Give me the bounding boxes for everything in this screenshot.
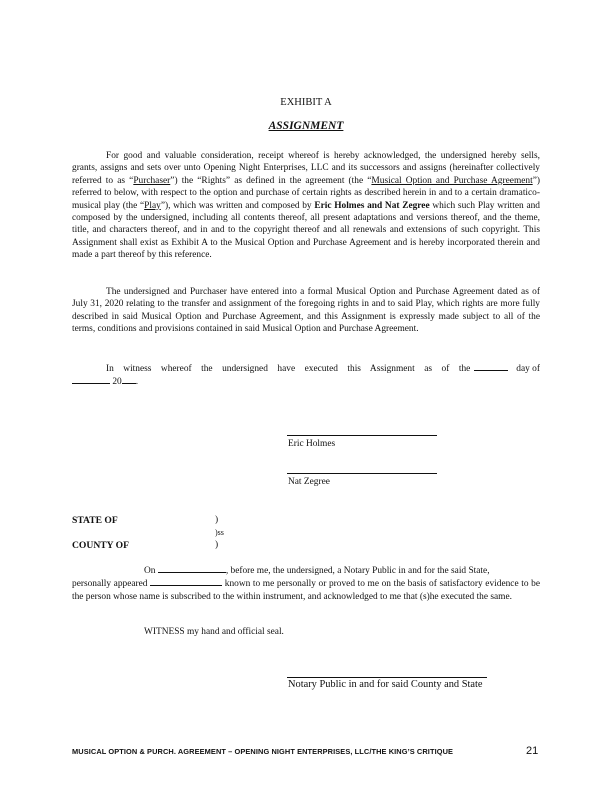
- paren-1: ): [215, 515, 219, 525]
- year-prefix: 20: [112, 377, 122, 388]
- notary-text-1: , before me, the undersigned, a Notary Public in and for the said State,: [225, 566, 490, 576]
- witness-period: .: [135, 377, 139, 388]
- purchaser-term: Purchaser: [133, 175, 171, 186]
- signer-1-name: Eric Holmes: [288, 439, 336, 449]
- ss-marker: )ss: [215, 528, 224, 537]
- notary-text-3: known to me personally or proved to me on the basis of satisfactory evidence to be the person whose name is subscribed to the within instrument, and acknowledged to me that (s)he executed the same.: [72, 579, 540, 602]
- agreement-paragraph: [72, 286, 540, 336]
- year-blank[interactable]: [122, 375, 136, 384]
- grant-text-1: For good and valuable consideration, receipt whereof is hereby acknowledged, the undersigned hereby sells, grants, assigns and sets over unto Opening Night Enterprises, LLC and its successors and assigns (hereinafter collectively referred to as “: [72, 151, 540, 186]
- notary-on: On: [144, 566, 156, 576]
- date-blank[interactable]: [158, 564, 226, 573]
- exhibit-title: EXHIBIT A: [280, 97, 332, 108]
- grant-text-5: which such Play written and composed by the undersigned, including all contents thereof, all present adaptations and versions thereof, and the theme, title, and characters thereof, and in and to the copyright thereof and all renewals and extensions of such copyright. This Assignment shall exist as Exhibit A to the Musical Option and Purchase Agreement and is hereby incorporated therein and made a part thereof by this reference.: [72, 200, 540, 261]
- state-label: STATE OF: [72, 515, 118, 526]
- grant-text-3: ”) referred to below, with respect to the option and purchase of certain rights as described herein in and to a certain dramatico-musical play (the “: [72, 175, 540, 211]
- witness-text-2: day of: [516, 364, 540, 374]
- notary-caption: Notary Public in and for said County and State: [288, 679, 483, 690]
- signer-2-name: Nat Zegree: [288, 477, 330, 487]
- signature-line-2[interactable]: [287, 473, 437, 474]
- assignment-heading: ASSIGNMENT: [268, 120, 344, 132]
- grant-text-2: ”) the “Rights” as defined in the agreement (the “: [170, 175, 372, 186]
- grant-text-4: ”), which was written and composed by: [160, 200, 315, 211]
- authors-names: Eric Holmes and Nat Zegree: [314, 200, 430, 211]
- play-term: Play: [144, 200, 161, 211]
- witness-seal-text: WITNESS my hand and official seal.: [144, 627, 284, 637]
- witness-paragraph: [72, 362, 540, 389]
- notary-paragraph: [72, 564, 540, 603]
- witness-text-1: In witness whereof the undersigned have executed this Assignment as of the: [106, 364, 471, 374]
- day-blank[interactable]: [474, 362, 508, 371]
- paren-2: ): [215, 540, 219, 550]
- notary-signature-line[interactable]: [287, 677, 487, 678]
- page-number: 21: [526, 745, 539, 757]
- notary-text-2: personally appeared: [72, 579, 148, 590]
- grant-paragraph: [72, 150, 540, 262]
- agreement-term: Musical Option and Purchase Agreement: [371, 175, 533, 186]
- county-label: COUNTY OF: [72, 540, 129, 551]
- signature-line-1[interactable]: [287, 435, 437, 436]
- person-blank[interactable]: [150, 577, 222, 586]
- document-footer: MUSICAL OPTION & PURCH. AGREEMENT – OPENING NIGHT ENTERPRISES, LLC/THE KING’S CRITIQUE: [72, 747, 454, 756]
- agreement-text: The undersigned and Purchaser have entered into a formal Musical Option and Purchase Agreement dated as of July 31, 2020 relating to the transfer and assignment of the foregoing rights in and to said Play, which rights are more fully described in said Musical Option and Purchase Agreement, and this Assignment is expressly made subject to all of the terms, conditions and provisions contained in said Musical Option and Purchase Agreement.: [72, 287, 540, 335]
- month-blank[interactable]: [72, 375, 110, 384]
